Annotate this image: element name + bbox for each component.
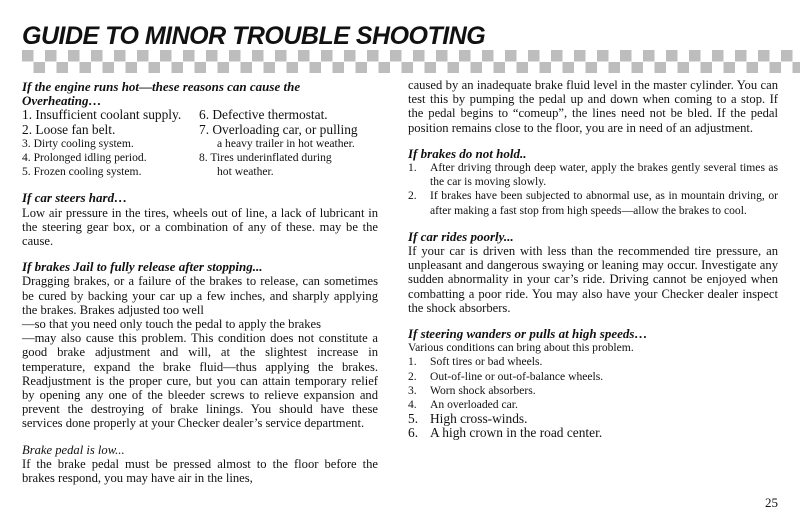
list-item: 8. Tires underinflated during <box>199 151 332 165</box>
list-item: 2. If brakes have been subjected to abnormal use, as in mountain driving, or after making a fast stop from high speeds—allow the brakes to cool. <box>408 189 778 217</box>
steers-heading: If car steers hard… <box>22 190 128 206</box>
overheat-list <box>22 108 378 179</box>
release-body-1: Dragging brakes, or a failure of the brakes to release, can sometimes be cured by backing your car up a few inches, and sharply applying the brakes. Brakes adjusted too well <box>22 274 378 317</box>
list-item: 2. Out-of-line or out-of-balance wheels. <box>408 369 604 383</box>
left-column <box>22 80 378 485</box>
hold-list <box>408 161 778 218</box>
page-number: 25 <box>765 495 778 510</box>
right-column <box>408 78 778 441</box>
rides-heading: If car rides poorly... <box>408 228 514 244</box>
list-item: 4. Prolonged idling period. <box>22 151 147 165</box>
page-title: GUIDE TO MINOR TROUBLE SHOOTING <box>22 22 486 50</box>
list-item: hot weather. <box>217 165 274 179</box>
pedal-body-continued: caused by an inadequate brake fluid level in the master cylinder. You can test this by pumping the pedal up and down when coming to a stop. If the pedal begins to “comeup”, the lines need not be bled. If the pedal position remains close to the floor, you are in need of an adjustment. <box>408 78 778 135</box>
list-item: 2. Loose fan belt. <box>22 121 116 137</box>
release-body-2: —so that you need only touch the pedal to apply the brakes <box>22 317 322 332</box>
checkered-banner <box>22 50 800 73</box>
hold-heading: If brakes do not hold.. <box>408 145 527 161</box>
list-item: 1. Soft tires or bad wheels. <box>408 355 543 369</box>
list-item: 4. An overloaded car. <box>408 398 518 412</box>
list-item: 5. Frozen cooling system. <box>22 165 142 179</box>
pedal-body: If the brake pedal must be pressed almost to the floor before the brakes respond, you may have air in the lines, <box>22 456 378 486</box>
list-item: 6. Defective thermostat. <box>199 107 328 123</box>
release-heading: If brakes Jail to fully release after stopping... <box>22 259 263 275</box>
steers-body: Low air pressure in the tires, wheels out of line, a lack of lubricant in the steering gear box, or a combination of any of these. may be the cause. <box>22 205 378 249</box>
list-item: a heavy trailer in hot weather. <box>217 136 355 150</box>
list-item: 5. High cross-winds. <box>408 411 528 427</box>
list-item: 6. A high crown in the road center. <box>408 425 603 441</box>
rides-body: If your car is driven with less than the recommended tire pressure, an unpleasant and dangerous swaying or leaning may occur. Investigate any sudden abnormality in your car’s ride. Driving cannot be enjoyed when combatting a poor ride. You may also have your Checker dealer inspect the shock absorbers. <box>408 244 778 315</box>
list-item: 1. After driving through deep water, apply the brakes gently several times as the car is moving slowly. <box>408 161 778 189</box>
wander-intro: Various conditions can bring about this problem. <box>408 341 634 355</box>
release-body-3: —may also cause this problem. This condition does not constitute a good brake adjustment and will, at the slightest increase in temperature, expand the brake fluid—thus applying the brakes. Readjustment is the proper cure, but you can attain temporary relief by opening any one of the bleeder screws to relieve expansion and prevent the destroying of brake linings. You should have these services done properly at your Checker dealer’s service department. <box>22 331 378 431</box>
list-item: 3. Dirty cooling system. <box>22 136 134 150</box>
list-item: 1. Insufficient coolant supply. <box>22 107 182 123</box>
overheat-heading: If the engine runs hot—these reasons can cause the Overheating… <box>22 79 301 109</box>
list-item: 7. Overloading car, or pulling <box>199 121 358 137</box>
wander-heading: If steering wanders or pulls at high speeds… <box>408 326 648 342</box>
wander-list <box>408 355 778 440</box>
pedal-heading: Brake pedal is low... <box>22 442 125 457</box>
list-item: 3. Worn shock absorbers. <box>408 383 536 397</box>
